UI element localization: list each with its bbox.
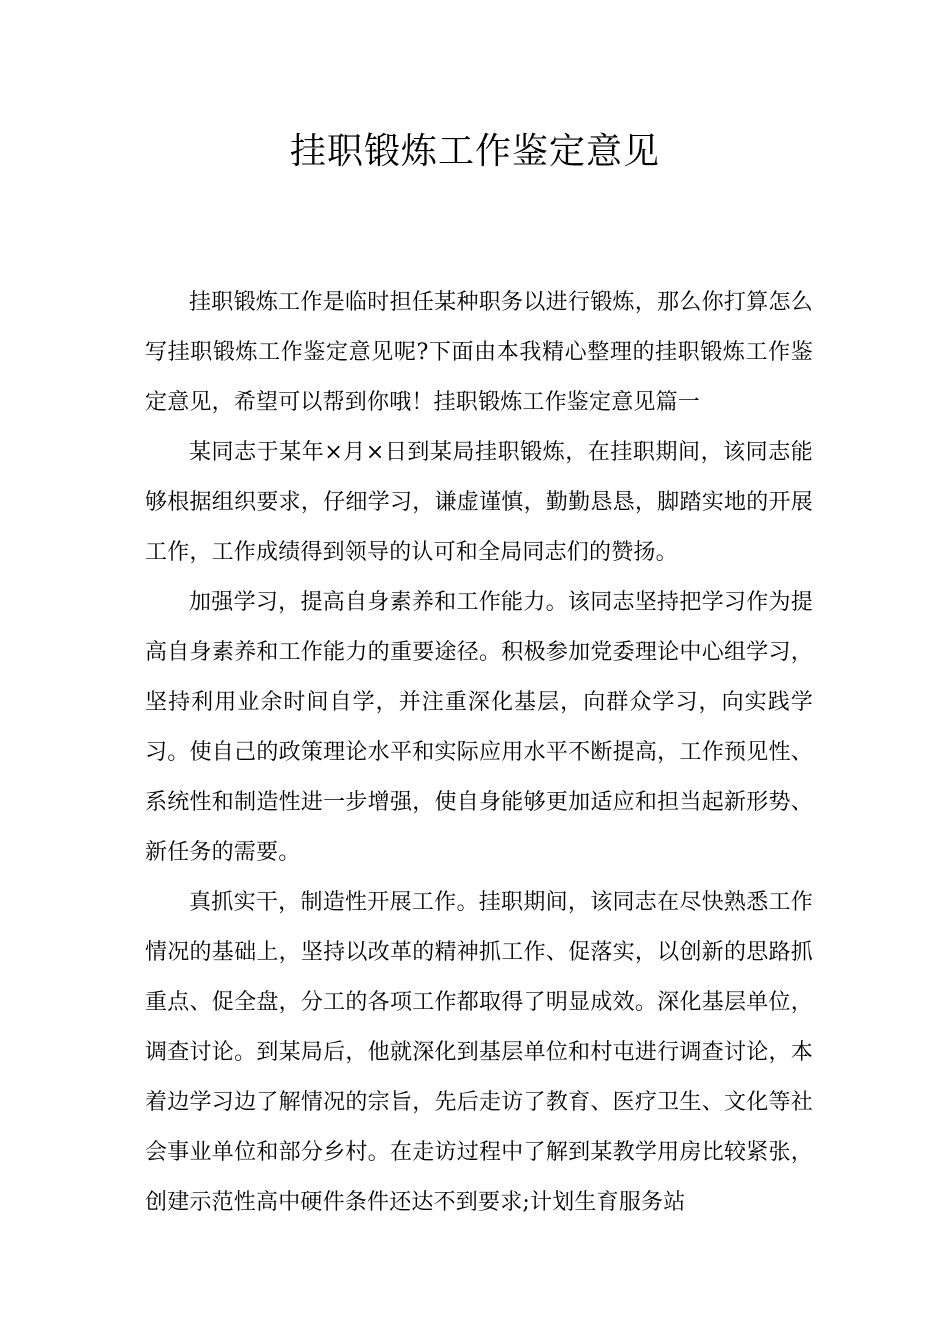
document-body bbox=[145, 278, 813, 1228]
paragraph-overview: 某同志于某年×月×日到某局挂职锻炼，在挂职期间，该同志能够根据组织要求，仔细学习，谦虚谨慎，勤勤恳恳，脚踏实地的开展工作，工作成绩得到领导的认可和全局同志们的赞扬。 bbox=[145, 440, 813, 565]
paragraph-work: 真抓实干，制造性开展工作。挂职期间，该同志在尽快熟悉工作情况的基础上，坚持以改革的精神抓工作、促落实，以创新的思路抓重点、促全盘，分工的各项工作都取得了明显成效。深化基层单位，调查讨论。到某局后，他就深化到基层单位和村屯进行调查讨论，本着边学习边了解情况的宗旨，先后走访了教育、医疗卫生、文化等社会事业单位和部分乡村。在走访过程中了解到某教学用房比较紧张，创建示范性高中硬件条件还达不到要求;计划生育服务站 bbox=[145, 890, 813, 1215]
paragraph-study: 加强学习，提高自身素养和工作能力。该同志坚持把学习作为提高自身素养和工作能力的重要途径。积极参加党委理论中心组学习，坚持利用业余时间自学，并注重深化基层，向群众学习，向实践学习。使自己的政策理论水平和实际应用水平不断提高，工作预见性、系统性和制造性进一步增强，使自身能够更加适应和担当起新形势、新任务的需要。 bbox=[145, 590, 813, 865]
paragraph-intro: 挂职锻炼工作是临时担任某种职务以进行锻炼，那么你打算怎么写挂职锻炼工作鉴定意见呢?下面由本我精心整理的挂职锻炼工作鉴定意见，希望可以帮到你哦！挂职锻炼工作鉴定意见篇一 bbox=[145, 290, 813, 415]
document-title: 挂职锻炼工作鉴定意见 bbox=[289, 131, 660, 172]
